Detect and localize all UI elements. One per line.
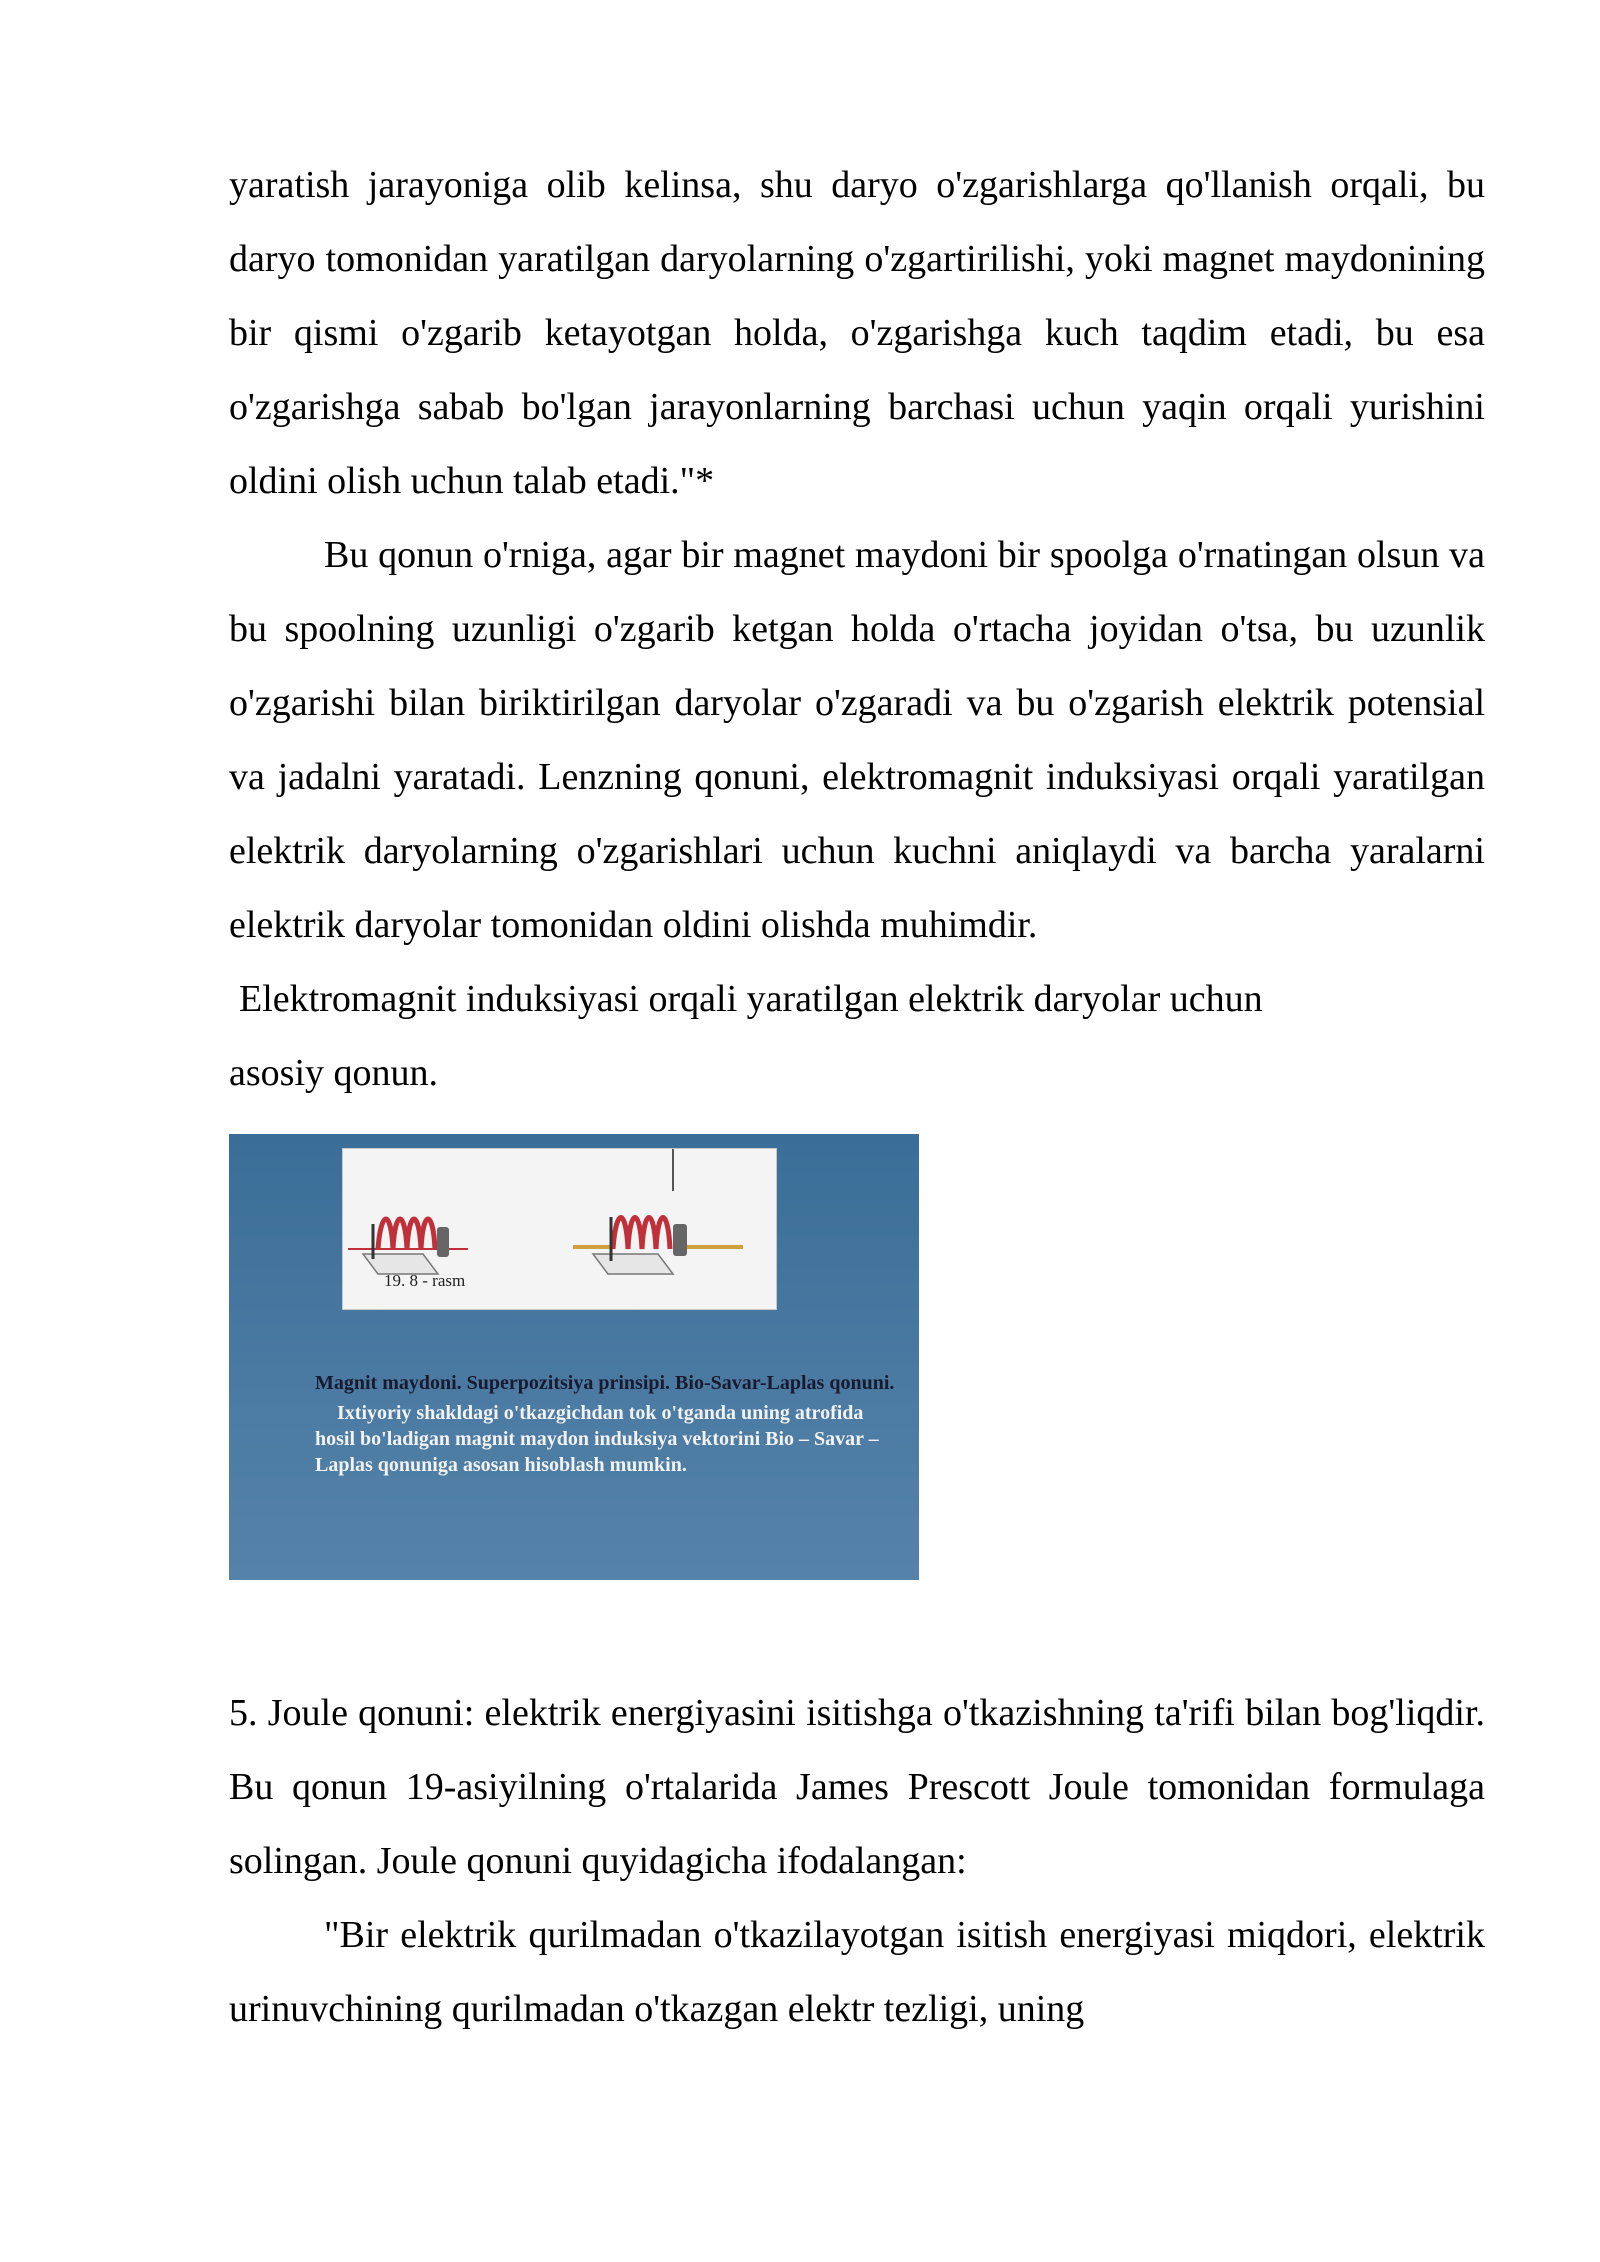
figure-text (315, 1370, 895, 1478)
paragraph-induction-line-2: asosiy qonun. (229, 1052, 438, 1094)
figure-image (229, 1134, 919, 1580)
paragraph-lenz-law: Bu qonun o'rniga, agar bir magnet maydoni bir spoolga o'rnatingan olsun va bu spoolning uzunligi o'zgarib ketgan holda o'rtacha joyidan o'tsa, bu uzunlik o'zgarishi bilan biriktirilgan daryolar o'zgaradi va bu o'zgarish elektrik potensial va jadalni yaratadi. Lenzning qonuni, elektromagnit induksiyasi orqali yaratilgan elektrik daryolarning o'zgarishlari uchun kuchni aniqlaydi va barcha yaralarni elektrik daryolar tomonidan oldini olishda muhimdir. (229, 534, 1485, 946)
paragraph-continuation: yaratish jarayoniga olib kelinsa, shu daryo o'zgarishlarga qo'llanish orqali, bu daryo tomonidan yaratilgan daryolarning o'zgartirilishi, yoki magnet maydonining bir qismi o'zgarib ketayotgan holda, o'zgarishga kuch taqdim etadi, bu esa o'zgarishga sabab bo'lgan jarayonlarning barchasi uchun yaqin orqali yurishini oldini olish uchun talab etadi."* (229, 164, 1485, 502)
figure-body: Ixtiyoriy shakldagi o'tkazgichdan tok o'tganda uning atrofida hosil bo'ladigan magnit maydon induksiya vektorini Bio – Savar – Laplas qonuniga asosan hisoblash mumkin. (315, 1402, 879, 1476)
paragraph-joule-law: 5. Joule qonuni: elektrik energiyasini isitishga o'tkazishning ta'rifi bilan bog'liqdir. Bu qonun 19-asiyilning o'rtalarida James Prescott Joule tomonidan formulaga solingan. Joule qonuni quyidagicha ifodalangan: (229, 1692, 1485, 1882)
paragraph-joule-quote: "Bir elektrik qurilmadan o'tkazilayotgan isitish energiyasi miqdori, elektrik urinuvchining qurilmadan o'tkazgan elektr tezligi, uning (229, 1914, 1485, 2030)
figure-heading: Magnit maydoni. Superpozitsiya prinsipi. Bio-Savar-Laplas qonuni. (315, 1372, 895, 1394)
left-coil (348, 1219, 468, 1274)
figure-caption: 19. 8 - rasm (384, 1271, 466, 1290)
paragraph-induction-line: Elektromagnit induksiyasi orqali yaratilgan elektrik daryolar uchun (239, 978, 1263, 1020)
right-coil (573, 1149, 743, 1274)
document-page (229, 148, 1485, 2046)
